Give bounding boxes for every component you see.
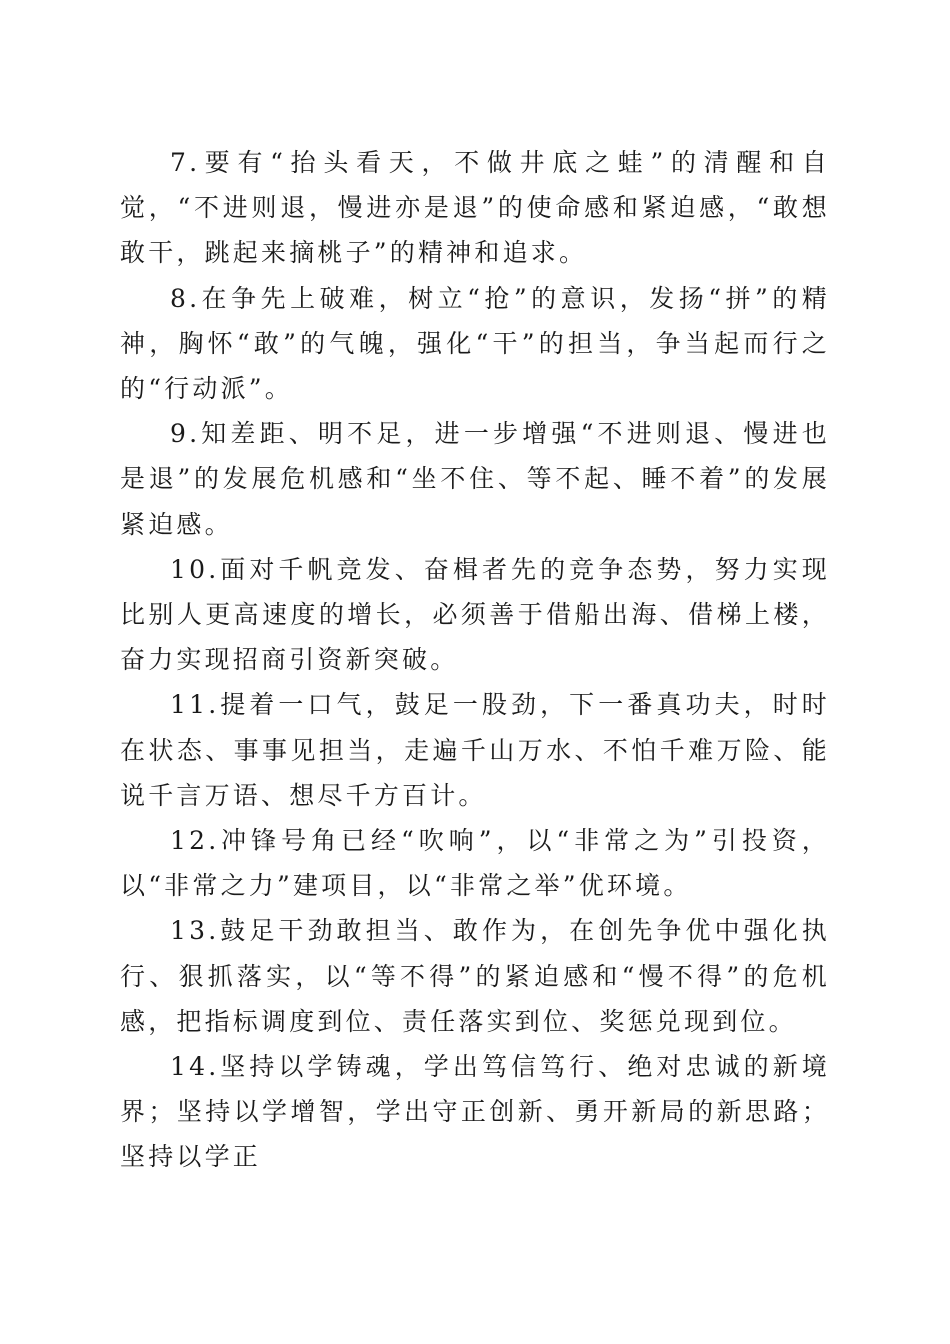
paragraph-7: 7.要有“抬头看天，不做井底之蛙”的清醒和自觉，“不进则退，慢进亦是退”的使命感和紧迫感，“敢想敢干，跳起来摘桃子”的精神和追求。 bbox=[120, 148, 830, 268]
paragraph-11: 11.提着一口气，鼓足一股劲，下一番真功夫，时时在状态、事事见担当，走遍千山万水、不怕千难万险、能说千言万语、想尽千方百计。 bbox=[120, 690, 830, 810]
paragraph-8: 8.在争先上破难，树立“抢”的意识，发扬“拼”的精神，胸怀“敢”的气魄，强化“干”的担当，争当起而行之的“行动派”。 bbox=[120, 283, 830, 404]
paragraph-13: 13.鼓足干劲敢担当、敢作为，在创先争优中强化执行、狠抓落实，以“等不得”的紧迫感和“慢不得”的危机感，把指标调度到位、责任落实到位、奖惩兑现到位。 bbox=[120, 916, 830, 1036]
paragraph-14: 14.坚持以学铸魂，学出笃信笃行、绝对忠诚的新境界；坚持以学增智，学出守正创新、勇开新局的新思路；坚持以学正 bbox=[120, 1052, 830, 1172]
document-body bbox=[120, 140, 830, 1180]
paragraph-12: 12.冲锋号角已经“吹响”，以“非常之为”引投资，以“非常之力”建项目，以“非常之举”优环境。 bbox=[120, 826, 830, 901]
paragraph-9: 9.知差距、明不足，进一步增强“不进则退、慢进也是退”的发展危机感和“坐不住、等不起、睡不着”的发展紧迫感。 bbox=[120, 419, 830, 539]
paragraph-10: 10.面对千帆竞发、奋楫者先的竞争态势，努力实现比别人更高速度的增长，必须善于借船出海、借梯上楼，奋力实现招商引资新突破。 bbox=[120, 554, 830, 675]
